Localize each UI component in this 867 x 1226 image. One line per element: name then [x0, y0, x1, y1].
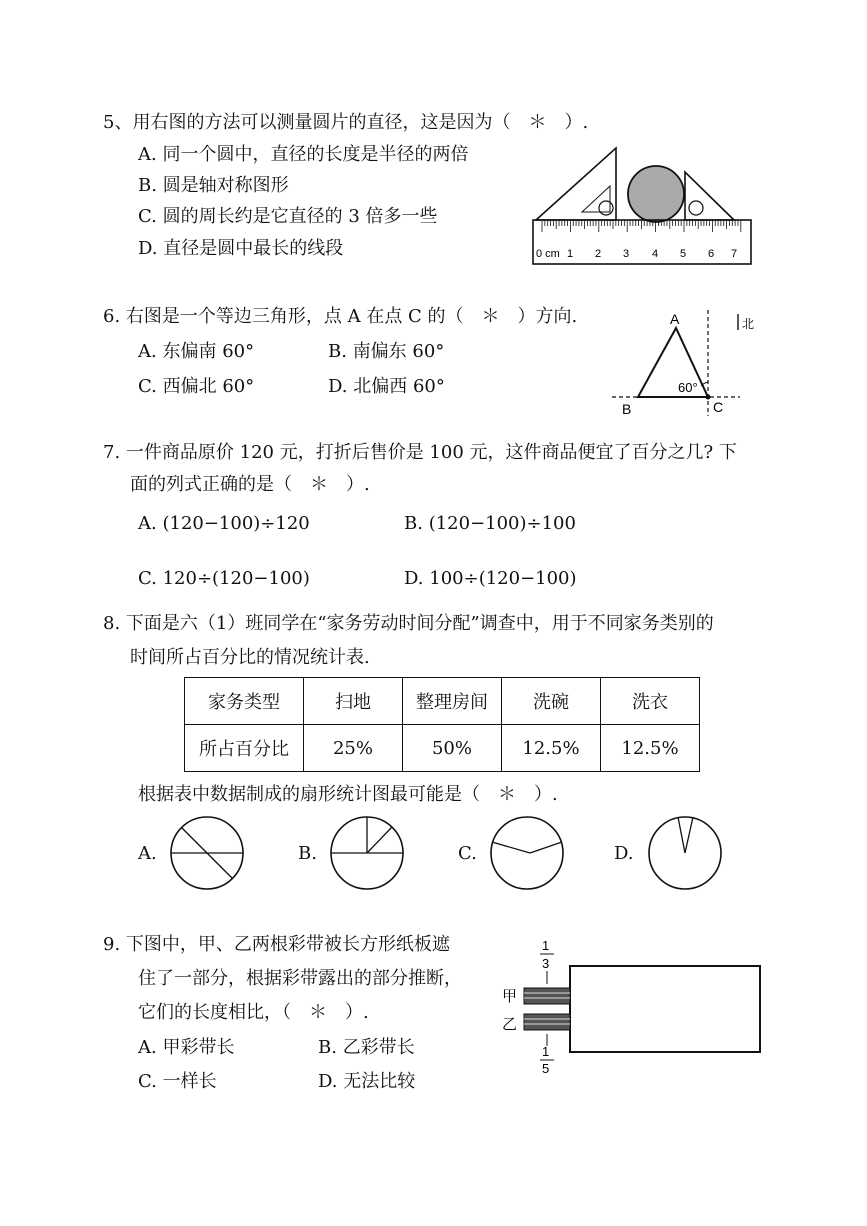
option-key: D. [328, 376, 348, 397]
ribbon-jia [524, 988, 570, 1004]
q8-question: 根据表中数据制成的扇形统计图最可能是（ ＊ ）. [138, 784, 558, 805]
q5-option-a[interactable] [138, 146, 468, 164]
ribbon-jia-label: 甲 [502, 988, 518, 1005]
table-cell: 25% [304, 725, 403, 772]
pie-chart-d[interactable] [648, 815, 724, 893]
pie-divider [685, 817, 693, 853]
q9-option-d[interactable] [318, 1073, 415, 1091]
ruler-tick-label: 4 [652, 248, 659, 260]
option-text: 甲彩带长 [162, 1037, 235, 1058]
option-key: A. [138, 144, 157, 165]
q5-stem: 5、用右图的方法可以测量圆片的直径，这是因为（ ＊ ）. [103, 112, 589, 133]
pie-divider [530, 842, 562, 853]
ruler-unit-label: 0 cm [536, 248, 560, 260]
fraction-top-numerator: 1 [542, 938, 550, 953]
option-text: 东偏南 60° [162, 341, 255, 362]
option-key: D. [404, 568, 424, 589]
ruler-ticks [542, 220, 741, 232]
hole-icon [599, 201, 613, 215]
option-text: 无法比较 [343, 1071, 416, 1092]
option-key: C. [138, 376, 157, 397]
option-key: B. [138, 175, 157, 196]
option-text: 一样长 [162, 1071, 217, 1092]
option-text: (120−100)÷100 [428, 513, 576, 534]
q9-option-a[interactable] [138, 1039, 234, 1057]
point-c-dot [706, 395, 711, 400]
table-cell: 12.5% [502, 725, 601, 772]
pie-label-a: A. [138, 843, 157, 864]
q8-stem-line2: 时间所占百分比的情况统计表. [130, 647, 370, 668]
fraction-bottom-numerator: 1 [542, 1044, 550, 1059]
option-key: D. [318, 1071, 338, 1092]
pie-divider [678, 817, 685, 853]
option-text: 同一个圆中，直径的长度是半径的两倍 [162, 144, 469, 165]
pie-chart-b[interactable] [330, 815, 406, 893]
table-cell: 50% [403, 725, 502, 772]
option-text: 圆的周长约是它直径的 3 倍多一些 [162, 206, 438, 227]
q6-stem: 6. 右图是一个等边三角形，点 A 在点 C 的（ ＊ ）方向. [103, 306, 578, 327]
disc-circle [628, 166, 684, 222]
ruler-tick-label: 1 [567, 248, 574, 260]
pie-label-c: C. [458, 843, 477, 864]
option-key: A. [138, 341, 157, 362]
q5-option-d[interactable] [138, 240, 343, 258]
option-text: 乙彩带长 [342, 1037, 415, 1058]
option-key: C. [138, 568, 157, 589]
q8-stem-line1: 8. 下面是六（1）班同学在“家务劳动时间分配”调查中，用于不同家务类别的 [103, 613, 714, 634]
option-key: C. [138, 1071, 157, 1092]
option-text: 120÷(120−100) [162, 568, 310, 589]
q5-option-b[interactable] [138, 177, 289, 195]
right-set-square [685, 172, 734, 220]
table-cell: 洗碗 [502, 678, 601, 725]
q5-option-c[interactable] [138, 208, 438, 226]
pie-label-d: D. [614, 843, 634, 864]
q9-stem-line1: 9. 下图中，甲、乙两根彩带被长方形纸板遮 [103, 934, 450, 955]
option-text: 100÷(120−100) [429, 568, 577, 589]
table-row [185, 725, 700, 772]
housework-table [184, 677, 700, 772]
q7-stem-line2: 面的列式正确的是（ ＊ ）. [130, 474, 370, 495]
pie-label-b: B. [298, 843, 317, 864]
north-label: 北 [742, 317, 755, 331]
q6-option-b[interactable] [328, 343, 444, 361]
q7-option-d[interactable] [404, 570, 577, 588]
q9-stem-line3: 它们的长度相比，（ ＊ ）. [138, 1002, 369, 1023]
option-key: C. [138, 206, 157, 227]
option-text: (120−100)÷120 [162, 513, 310, 534]
label-c: C [713, 399, 724, 415]
fraction-top-denominator: 3 [542, 956, 550, 971]
left-set-square [536, 148, 616, 220]
label-b: B [622, 401, 632, 417]
option-key: B. [318, 1037, 337, 1058]
table-cell: 家务类型 [185, 678, 304, 725]
table-cell: 所占百分比 [185, 725, 304, 772]
pie-chart-c[interactable] [490, 815, 566, 893]
table-header-row [185, 678, 700, 725]
ribbon-yi-label: 乙 [502, 1016, 518, 1033]
q9-option-b[interactable] [318, 1039, 415, 1057]
angle-label: 60° [678, 380, 698, 395]
table-cell: 12.5% [601, 725, 700, 772]
q6-option-d[interactable] [328, 378, 445, 396]
ruler-tick-label: 5 [680, 248, 687, 260]
option-key: D. [138, 238, 158, 259]
option-key: B. [328, 341, 347, 362]
option-text: 西偏北 60° [162, 376, 255, 397]
table-cell: 洗衣 [601, 678, 700, 725]
q7-option-a[interactable] [138, 515, 310, 533]
table-cell: 整理房间 [403, 678, 502, 725]
option-key: A. [138, 513, 157, 534]
q7-option-b[interactable] [404, 515, 576, 533]
ruler-tick-label: 2 [595, 248, 602, 260]
q7-stem-line1: 7. 一件商品原价 120 元，打折后售价是 100 元，这件商品便宜了百分之几? 下 [103, 442, 737, 463]
table-cell: 扫地 [304, 678, 403, 725]
option-text: 圆是轴对称图形 [162, 175, 289, 196]
option-text: 南偏东 60° [352, 341, 445, 362]
q7-option-c[interactable] [138, 570, 310, 588]
q9-ribbon-figure [496, 932, 768, 1076]
pie-chart-a[interactable] [170, 815, 246, 893]
left-set-square-inner [582, 186, 610, 212]
q5-ruler-figure [528, 142, 758, 268]
ruler-tick-label: 3 [623, 248, 630, 260]
pie-divider [367, 827, 392, 853]
ruler-tick-label: 6 [708, 248, 715, 260]
cardboard-rectangle [570, 966, 760, 1052]
option-key: A. [138, 1037, 157, 1058]
pie-outline [491, 817, 563, 889]
label-a: A [670, 311, 680, 327]
q9-stem-line2: 住了一部分，根据彩带露出的部分推断， [138, 968, 462, 989]
ruler-body [533, 220, 751, 264]
hole-icon [689, 201, 703, 215]
q6-option-a[interactable] [138, 343, 254, 361]
q9-option-c[interactable] [138, 1073, 217, 1091]
option-key: B. [404, 513, 423, 534]
option-text: 直径是圆中最长的线段 [163, 238, 344, 259]
ruler-tick-label: 7 [731, 248, 738, 260]
q6-option-c[interactable] [138, 378, 254, 396]
option-text: 北偏西 60° [353, 376, 445, 397]
fraction-bottom-denominator: 5 [542, 1061, 550, 1076]
ribbon-yi [524, 1014, 570, 1030]
pie-divider [492, 842, 530, 853]
q6-triangle-figure [604, 302, 764, 422]
